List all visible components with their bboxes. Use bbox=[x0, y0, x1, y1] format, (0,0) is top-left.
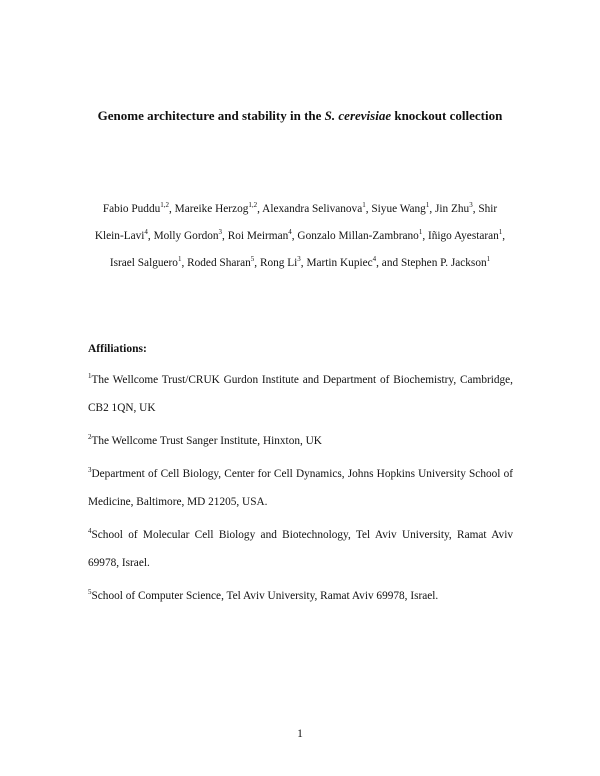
affiliation-text: Department of Cell Biology, Center for Cell Dynamics, Johns Hopkins University School of Medicine, Baltimore, MD 21205, USA. bbox=[88, 468, 513, 508]
author bbox=[297, 230, 428, 242]
author-name: Iñigo Ayestaran bbox=[427, 230, 499, 242]
author-affiliation-mark: 1 bbox=[177, 255, 182, 264]
author-name: Shir Klein-Lavi bbox=[94, 203, 498, 242]
author-affiliation-mark: 3 bbox=[469, 201, 473, 210]
author bbox=[175, 203, 263, 215]
title-text: Genome architecture and stability in the bbox=[97, 108, 325, 123]
author-separator: , bbox=[365, 203, 372, 215]
affiliation-list bbox=[88, 366, 513, 615]
author bbox=[187, 257, 260, 269]
affiliation-item bbox=[88, 427, 513, 455]
author-name: Roded Sharan bbox=[187, 257, 251, 269]
author-name: Rong Li bbox=[259, 257, 298, 269]
affiliation-item bbox=[88, 366, 513, 422]
affiliations-heading: Affiliations: bbox=[88, 343, 147, 355]
author bbox=[371, 203, 435, 215]
author-affiliation-mark: 1,2 bbox=[160, 201, 169, 210]
author-name: Siyue Wang bbox=[371, 203, 426, 215]
paper-title bbox=[88, 99, 512, 133]
author bbox=[103, 203, 175, 215]
author bbox=[262, 203, 371, 215]
title-species: S. cerevisiae bbox=[324, 108, 392, 123]
author-affiliation-mark: 4 bbox=[372, 255, 377, 264]
author-affiliation-mark: 4 bbox=[288, 228, 292, 237]
author bbox=[110, 257, 187, 269]
author-list bbox=[88, 196, 512, 277]
author-name: Mareike Herzog bbox=[174, 203, 249, 215]
affiliation-number: 1 bbox=[88, 372, 92, 381]
author-separator: , bbox=[422, 230, 428, 242]
affiliation-item bbox=[88, 460, 513, 516]
author bbox=[435, 203, 478, 215]
author-affiliation-mark: 1 bbox=[425, 201, 430, 210]
author-affiliation-mark: 3 bbox=[297, 255, 301, 264]
author-affiliation-mark: 3 bbox=[218, 228, 223, 237]
affiliation-number: 5 bbox=[88, 588, 92, 597]
affiliation-text: School of Molecular Cell Biology and Biotechnology, Tel Aviv University, Ramat Aviv 69978, Israel. bbox=[88, 529, 513, 569]
author-affiliation-mark: 1,2 bbox=[248, 201, 258, 210]
author bbox=[401, 257, 490, 269]
author-separator: , bbox=[472, 203, 479, 215]
author-name: Molly Gordon bbox=[153, 230, 219, 242]
affiliation-number: 2 bbox=[88, 433, 92, 442]
author-name: Fabio Puddu bbox=[102, 203, 161, 215]
author-separator: , bbox=[147, 230, 154, 242]
author bbox=[154, 230, 228, 242]
affiliation-text: The Wellcome Trust Sanger Institute, Hinxton, UK bbox=[91, 435, 322, 447]
author-separator: , bbox=[181, 257, 188, 269]
author bbox=[260, 257, 307, 269]
author-affiliation-mark: 1 bbox=[486, 255, 491, 264]
affiliation-number: 3 bbox=[88, 466, 92, 475]
author-separator: , bbox=[291, 230, 298, 242]
author bbox=[428, 230, 505, 242]
author-separator: , bbox=[257, 203, 263, 215]
title-text-end: knockout collection bbox=[391, 108, 503, 123]
author-separator: , bbox=[502, 230, 506, 242]
author-name: Roi Meirman bbox=[227, 230, 289, 242]
author-separator: , bbox=[429, 203, 435, 215]
author-separator: , bbox=[222, 230, 228, 242]
page-number: 1 bbox=[297, 728, 303, 740]
author-name: Stephen P. Jackson bbox=[400, 257, 487, 269]
affiliation-text: School of Computer Science, Tel Aviv University, Ramat Aviv 69978, Israel. bbox=[91, 590, 439, 602]
affiliation-item bbox=[88, 582, 513, 610]
author-separator: , bbox=[169, 203, 175, 215]
affiliation-number: 4 bbox=[88, 527, 92, 536]
affiliation-text: The Wellcome Trust/CRUK Gurdon Institute and Department of Biochemistry, Cambridge, CB2 1QN, UK bbox=[88, 374, 513, 414]
author-affiliation-mark: 1 bbox=[418, 228, 423, 237]
author-separator: , bbox=[254, 257, 260, 269]
author-name: Martin Kupiec bbox=[306, 257, 373, 269]
author-name: Alexandra Selivanova bbox=[262, 203, 363, 215]
author bbox=[306, 257, 401, 269]
author-separator: , bbox=[300, 257, 307, 269]
author-affiliation-mark: 1 bbox=[498, 228, 503, 237]
affiliation-item bbox=[88, 521, 513, 577]
author-separator: , and bbox=[376, 257, 401, 269]
author-affiliation-mark: 5 bbox=[250, 255, 255, 264]
author-name: Israel Salguero bbox=[109, 257, 178, 269]
author-affiliation-mark: 4 bbox=[144, 228, 148, 237]
author bbox=[228, 230, 298, 242]
author-name: Gonzalo Millan-Zambrano bbox=[297, 230, 419, 242]
author-name: Jin Zhu bbox=[434, 203, 470, 215]
author-affiliation-mark: 1 bbox=[362, 201, 366, 210]
